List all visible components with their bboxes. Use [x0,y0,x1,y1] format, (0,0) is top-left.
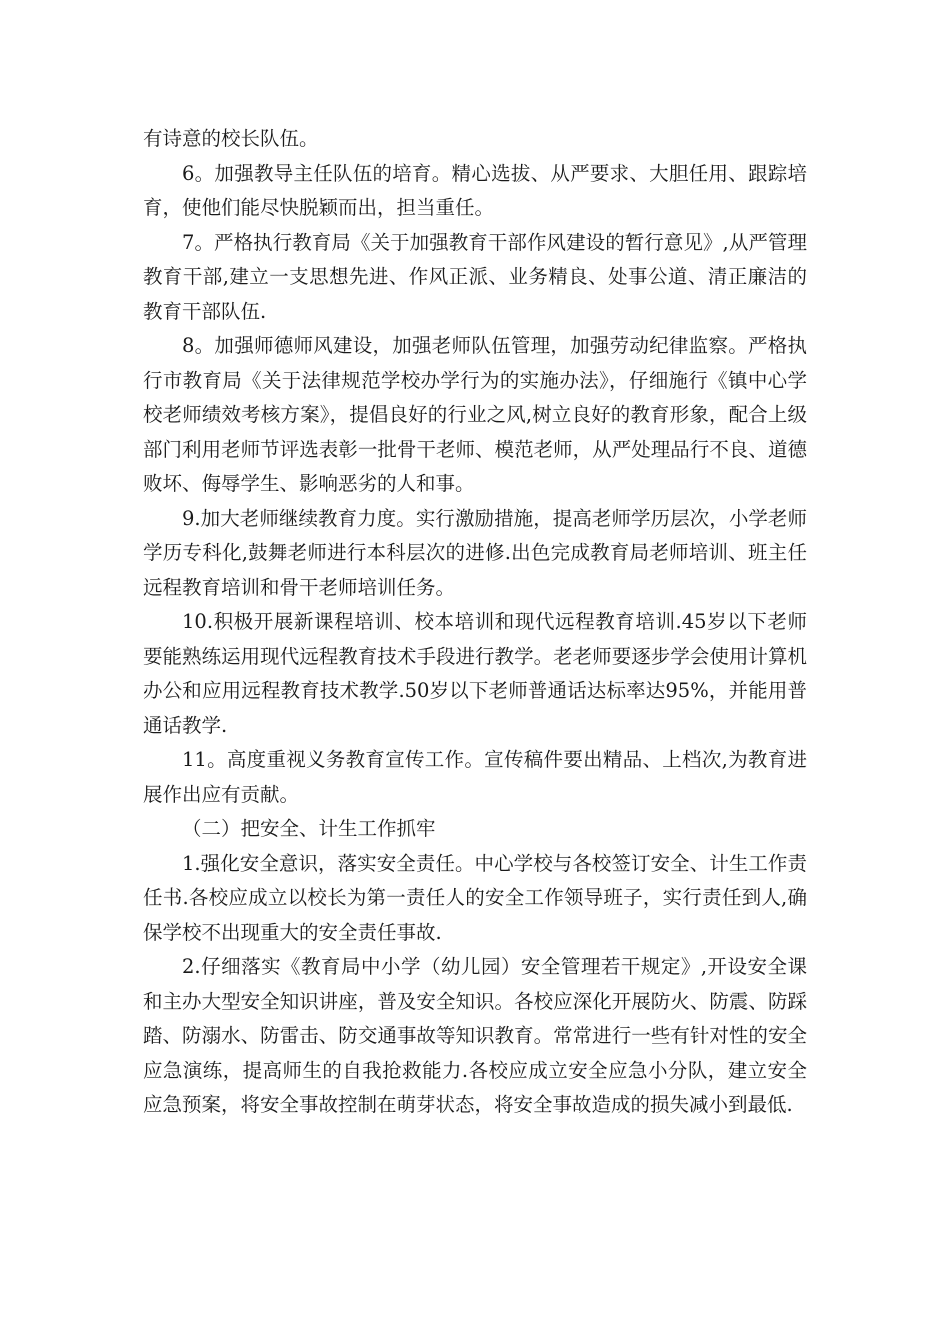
paragraph-safety-1: 1.强化安全意识，落实安全责任。中心学校与各校签订安全、计生工作责任书.各校应成立以校长为第一责任人的安全工作领导班子，实行责任到人,确保学校不出现重大的安全责任事故. [143,851,807,944]
paragraph-item-6: 6。加强教导主任队伍的培育。精心选拔、从严要求、大胆任用、跟踪培育，使他们能尽快脱颖而出，担当重任。 [143,161,807,219]
document-body [143,122,807,1123]
paragraph-continuation: 有诗意的校长队伍。 [143,127,319,150]
paragraph-safety-2: 2.仔细落实《教育局中小学（幼儿园）安全管理若干规定》,开设安全课和主办大型安全知识讲座，普及安全知识。各校应深化开展防火、防震、防踩踏、防溺水、防雷击、防交通事故等知识教育。常常进行一些有针对性的安全应急演练，提高师生的自我抢救能力.各校应成立安全应急小分队，建立安全应急预案，将安全事故控制在萌芽状态，将安全事故造成的损失减小到最低. [143,955,807,1116]
section-heading-safety: （二）把安全、计生工作抓牢 [182,817,436,840]
paragraph-item-9: 9.加大老师继续教育力度。实行激励措施，提高老师学历层次，小学老师学历专科化,鼓舞老师进行本科层次的进修.出色完成教育局老师培训、班主任远程教育培训和骨干老师培训任务。 [143,506,807,599]
paragraph-item-11: 11。高度重视义务教育宣传工作。宣传稿件要出精品、上档次,为教育进展作出应有贡献。 [143,748,807,806]
paragraph-item-8: 8。加强师德师风建设，加强老师队伍管理，加强劳动纪律监察。严格执行市教育局《关于法律规范学校办学行为的实施办法》，仔细施行《镇中心学校老师绩效考核方案》，提倡良好的行业之风,树立良好的教育形象，配合上级部门利用老师节评选表彰一批骨干老师、模范老师，从严处理品行不良、道德败坏、侮辱学生、影响恶劣的人和事。 [143,334,807,495]
paragraph-item-7: 7。严格执行教育局《关于加强教育干部作风建设的暂行意见》,从严管理教育干部,建立一支思想先进、作风正派、业务精良、处事公道、清正廉洁的教育干部队伍. [143,230,807,323]
paragraph-item-10: 10.积极开展新课程培训、校本培训和现代远程教育培训.45岁以下老师要能熟练运用现代远程教育技术手段进行教学。老老师要逐步学会使用计算机办公和应用远程教育技术教学.50岁以下老师普通话达标率达95%，并能用普通话教学. [143,610,807,737]
